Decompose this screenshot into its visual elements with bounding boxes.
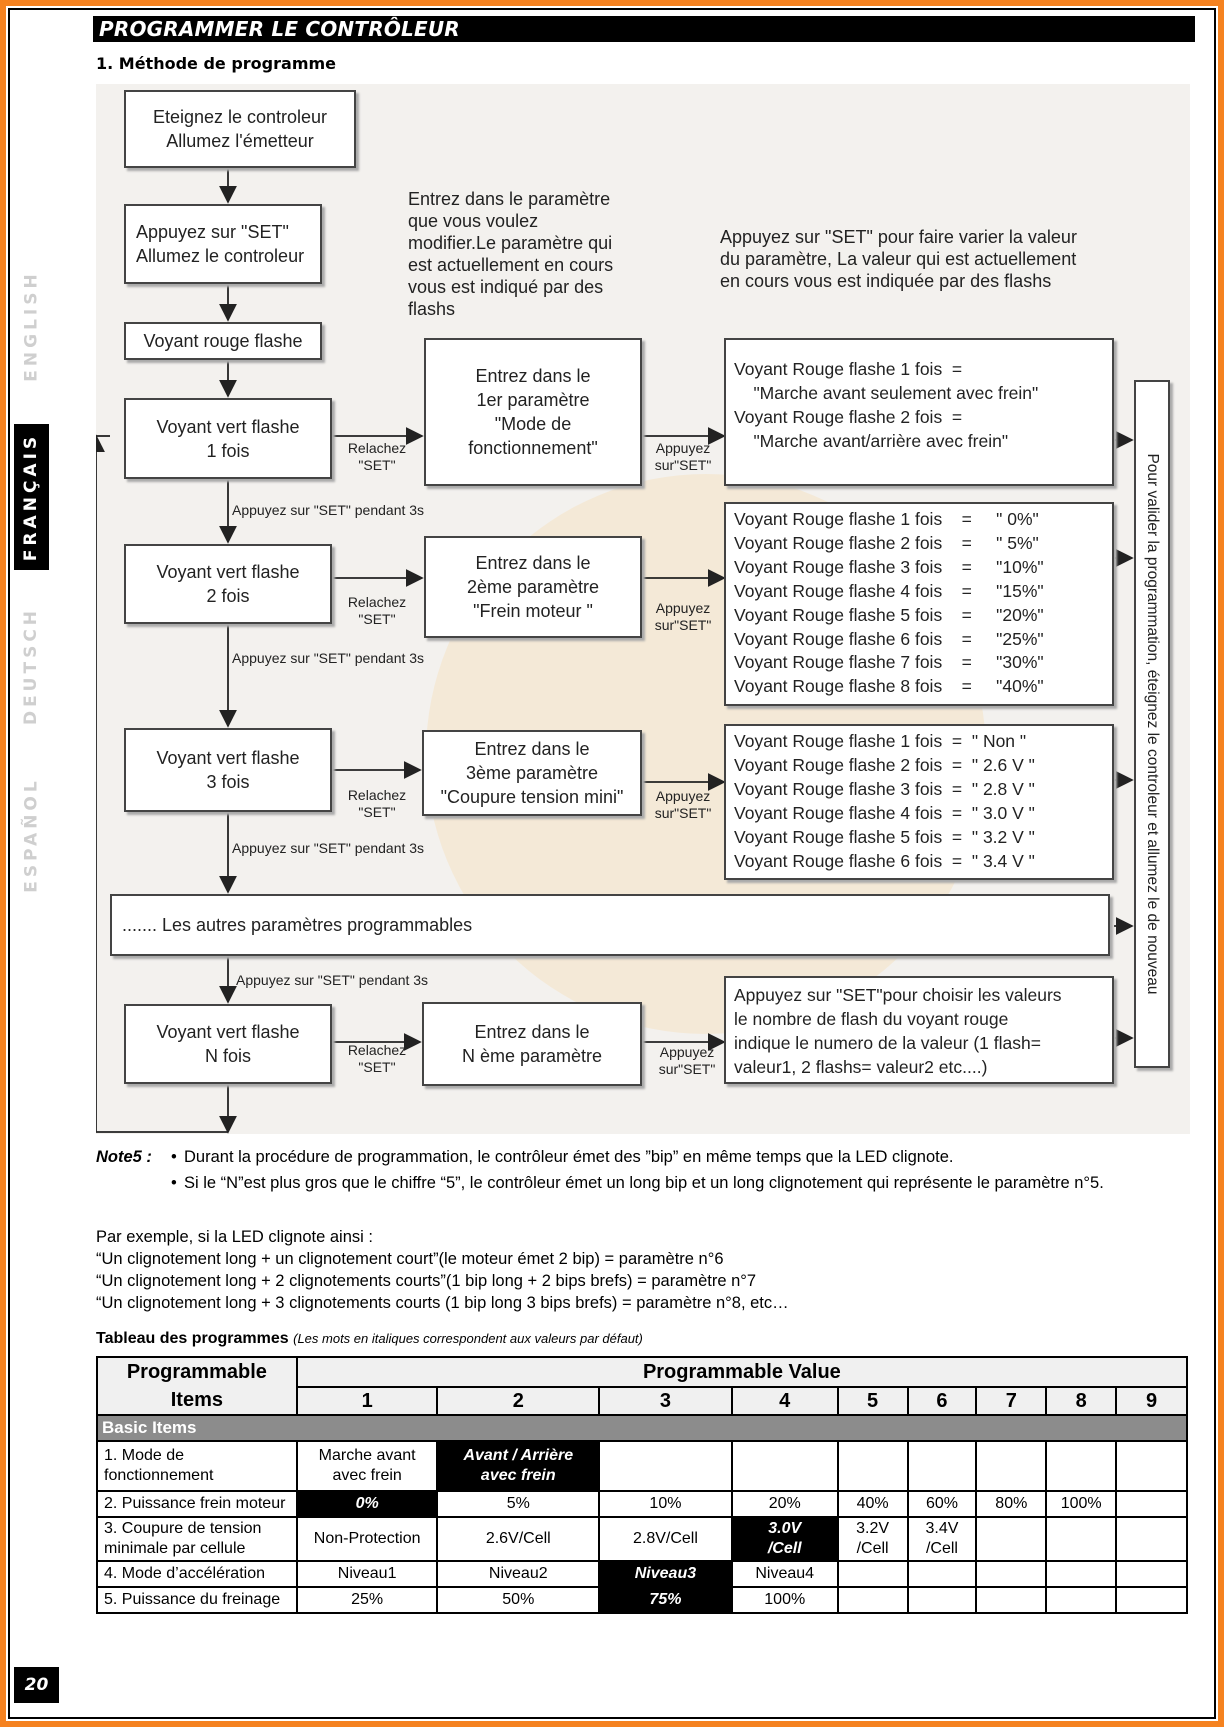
- group-label: Basic Items: [97, 1415, 1187, 1441]
- validate-bar: [1134, 380, 1170, 1068]
- value-cell: [599, 1441, 732, 1491]
- press-label-n: Appuyez sur"SET": [658, 1044, 716, 1077]
- release-label-n: Relachez "SET": [347, 1042, 407, 1075]
- value-cell: 3.2V /Cell: [838, 1517, 908, 1561]
- default-value-cell: 0%: [297, 1491, 438, 1517]
- value-line: Voyant Rouge flashe 2 fois =: [734, 406, 963, 427]
- table-body: [97, 1441, 1187, 1613]
- step-green-1: Voyant vert flashe 1 fois: [124, 398, 332, 479]
- value-cell: [1046, 1517, 1116, 1561]
- value-cell: [1116, 1441, 1187, 1491]
- table-row: [97, 1561, 1187, 1587]
- value-cell: Niveau1: [297, 1561, 438, 1587]
- value-cell: [1116, 1587, 1187, 1613]
- value-cell: [1046, 1441, 1116, 1491]
- value-line: le nombre de flash du voyant rouge: [734, 1008, 1009, 1029]
- header-items: Programmable Items: [97, 1357, 297, 1415]
- value-cell: [908, 1561, 977, 1587]
- enter-param-info: Entrez dans le paramètre que vous voulez modifier.Le paramètre qui est actuellement en cours vous est indiqué par des flashs: [408, 189, 614, 319]
- value-line: indique le numero de la valeur (1 flash=: [734, 1032, 1041, 1053]
- value-number: 3: [599, 1387, 732, 1415]
- release-label-3: Relachez "SET": [347, 787, 407, 820]
- set-value-info: Appuyez sur "SET" pour faire varier la valeur du paramètre, La valeur qui est actuellement en cours vous est indiquée par des flashs: [720, 227, 1077, 291]
- table-title-text: Tableau des programmes: [96, 1330, 289, 1347]
- step-red-flash: Voyant rouge flashe: [124, 322, 322, 360]
- example-line-2: “Un clignotement long + 2 clignotements courts”(1 bip long + 2 bips brefs) = paramètre n°7: [96, 1272, 757, 1290]
- tab-english[interactable]: [14, 252, 49, 400]
- example-intro: Par exemple, si la LED clignote ainsi :: [96, 1228, 373, 1246]
- step-green-n: Voyant vert flashe N fois: [124, 1004, 332, 1084]
- table-title: [96, 1330, 643, 1348]
- value-cell: 5%: [437, 1491, 599, 1517]
- value-line: Voyant Rouge flashe 3 fois = "10%": [734, 556, 1044, 577]
- tab-francais-label: FRANÇAIS: [21, 432, 42, 562]
- section-title: 1. Méthode de programme: [96, 54, 337, 73]
- value-cell: [838, 1561, 908, 1587]
- value-cell: 25%: [297, 1587, 438, 1613]
- hold-label-4: Appuyez sur "SET" pendant 3s: [236, 972, 429, 988]
- param-3-box: Entrez dans le 3ème paramètre "Coupure tension mini": [422, 730, 642, 816]
- value-cell: [838, 1587, 908, 1613]
- value-cell: 3.4V /Cell: [908, 1517, 977, 1561]
- table-row: [97, 1587, 1187, 1613]
- value-cell: 20%: [732, 1491, 838, 1517]
- value-line: Voyant Rouge flashe 7 fois = "30%": [734, 652, 1044, 673]
- value-number: 8: [1046, 1387, 1116, 1415]
- example-line-1: “Un clignotement long + un clignotement court”(le moteur émet 2 bip) = paramètre n°6: [96, 1250, 724, 1268]
- table-row: [97, 1517, 1187, 1561]
- page-number: 20: [14, 1667, 59, 1703]
- tab-francais[interactable]: [14, 424, 49, 570]
- hold-label-1: Appuyez sur "SET" pendant 3s: [232, 502, 425, 518]
- value-cell: [976, 1587, 1046, 1613]
- value-line: Voyant Rouge flashe 4 fois = "15%": [734, 580, 1044, 601]
- value-cell: 100%: [732, 1587, 838, 1613]
- header-values: Programmable Value: [297, 1357, 1187, 1387]
- row-item-label: 5. Puissance du freinage: [97, 1587, 297, 1613]
- value-cell: 100%: [1046, 1491, 1116, 1517]
- values-param-n: [724, 976, 1114, 1084]
- value-cell: Non-Protection: [297, 1517, 438, 1561]
- page-title: PROGRAMMER LE CONTRÔLEUR: [99, 17, 460, 41]
- value-cell: 2.6V/Cell: [437, 1517, 599, 1561]
- value-cell: [1116, 1491, 1187, 1517]
- default-value-cell: Niveau3: [599, 1561, 732, 1587]
- value-line: Voyant Rouge flashe 2 fois = " 5%": [734, 532, 1039, 553]
- param-n-box: Entrez dans le N ème paramètre: [422, 1002, 642, 1086]
- value-line: Voyant Rouge flashe 6 fois = " 3.4 V ": [734, 850, 1035, 871]
- default-value-cell: 3.0V /Cell: [732, 1517, 838, 1561]
- press-label-3: Appuyez sur"SET": [654, 788, 712, 821]
- value-cell: [732, 1441, 838, 1491]
- note-bullet-2: [171, 1172, 1191, 1195]
- note-bullet-2-text: Si le “N”est plus gros que le chiffre “5”, le contrôleur émet un long bip et un long clignotement qui représente le paramètre n°5.: [184, 1174, 1104, 1192]
- value-line: Voyant Rouge flashe 5 fois = " 3.2 V ": [734, 826, 1035, 847]
- value-number: 2: [437, 1387, 599, 1415]
- program-table: [96, 1356, 1188, 1614]
- tab-espanol-label: ESPAÑOL: [21, 777, 42, 893]
- page-title-bar: [93, 16, 1195, 42]
- table-subtitle: (Les mots en italiques correspondent aux valeurs par défaut): [293, 1331, 643, 1346]
- values-param-2: [724, 502, 1114, 706]
- param-2-box: Entrez dans le 2ème paramètre "Frein moteur ": [424, 536, 642, 638]
- param-1-box: Entrez dans le 1er paramètre "Mode de fonctionnement": [424, 338, 642, 486]
- value-cell: [976, 1441, 1046, 1491]
- value-line: Voyant Rouge flashe 3 fois = " 2.8 V ": [734, 778, 1035, 799]
- value-line: Appuyez sur "SET"pour choisir les valeurs: [734, 985, 1062, 1005]
- value-cell: 2.8V/Cell: [599, 1517, 732, 1561]
- value-line: Voyant Rouge flashe 6 fois = "25%": [734, 628, 1044, 649]
- example-line-3: “Un clignotement long + 3 clignotements courts (1 bip long 3 bips brefs) = paramètre n°8, etc…: [96, 1294, 789, 1312]
- step-other-params: ....... Les autres paramètres programmables: [110, 894, 1110, 956]
- hold-label-2: Appuyez sur "SET" pendant 3s: [232, 650, 425, 666]
- value-cell: [976, 1517, 1046, 1561]
- values-param-1: [724, 338, 1114, 486]
- programming-flowchart: [96, 84, 1190, 1134]
- group-row: [97, 1415, 1187, 1441]
- value-cell: Niveau2: [437, 1561, 599, 1587]
- value-cell: [1116, 1517, 1187, 1561]
- hold-label-3: Appuyez sur "SET" pendant 3s: [232, 840, 425, 856]
- row-item-label: 3. Coupure de tension minimale par cellule: [97, 1517, 297, 1561]
- value-cell: [1046, 1587, 1116, 1613]
- value-number: 4: [732, 1387, 838, 1415]
- value-number: 5: [838, 1387, 908, 1415]
- bullet-dot: •: [171, 1148, 177, 1166]
- validate-text: Pour valider la programmation, éteignez le controleur et allumez le de nouveau: [1144, 453, 1161, 995]
- value-number: 6: [908, 1387, 977, 1415]
- value-cell: 50%: [437, 1587, 599, 1613]
- value-cell: 80%: [976, 1491, 1046, 1517]
- step-green-2: Voyant vert flashe 2 fois: [124, 544, 332, 624]
- value-cell: [838, 1441, 908, 1491]
- press-label-1: Appuyez sur"SET": [654, 440, 712, 473]
- value-line: "Marche avant seulement avec frein": [734, 382, 1039, 403]
- table-row: [97, 1441, 1187, 1491]
- default-value-cell: Avant / Arrière avec frein: [437, 1441, 599, 1491]
- value-number: 7: [976, 1387, 1046, 1415]
- row-item-label: 1. Mode de fonctionnement: [97, 1441, 297, 1491]
- value-number: 1: [297, 1387, 438, 1415]
- row-item-label: 2. Puissance frein moteur: [97, 1491, 297, 1517]
- bullet-dot: •: [171, 1174, 177, 1192]
- value-cell: Niveau4: [732, 1561, 838, 1587]
- release-label-1: Relachez "SET": [347, 440, 407, 473]
- step-start: Eteignez le controleur Allumez l'émetteur: [124, 90, 356, 168]
- value-cell: 10%: [599, 1491, 732, 1517]
- default-value-cell: 75%: [599, 1587, 732, 1613]
- row-item-label: 4. Mode d’accélération: [97, 1561, 297, 1587]
- value-line: Voyant Rouge flashe 2 fois = " 2.6 V ": [734, 754, 1035, 775]
- step-set-on: Appuyez sur "SET" Allumez le controleur: [124, 204, 322, 284]
- tab-english-label: ENGLISH: [21, 270, 42, 382]
- value-cell: 40%: [838, 1491, 908, 1517]
- value-line: Voyant Rouge flashe 5 fois = "20%": [734, 604, 1044, 625]
- tab-deutsch[interactable]: [14, 593, 49, 739]
- note-bullet-1-text: Durant la procédure de programmation, le contrôleur émet des ”bip” en même temps que la LED clignote.: [184, 1148, 954, 1166]
- values-param-3: [724, 724, 1114, 880]
- value-line: Voyant Rouge flashe 1 fois = " 0%": [734, 509, 1039, 529]
- value-number: 9: [1116, 1387, 1187, 1415]
- value-line: Voyant Rouge flashe 1 fois =: [734, 359, 963, 379]
- value-cell: [908, 1587, 977, 1613]
- table-row: [97, 1491, 1187, 1517]
- step-green-3: Voyant vert flashe 3 fois: [124, 728, 332, 812]
- note-bullet-1: [171, 1146, 1191, 1169]
- note-label: Note5 :: [96, 1148, 152, 1166]
- release-label-2: Relachez "SET": [347, 594, 407, 627]
- value-line: Voyant Rouge flashe 4 fois = " 3.0 V ": [734, 802, 1035, 823]
- value-cell: [1046, 1561, 1116, 1587]
- tab-deutsch-label: DEUTSCH: [21, 606, 42, 726]
- value-cell: [1116, 1561, 1187, 1587]
- value-cell: 60%: [908, 1491, 977, 1517]
- press-label-2: Appuyez sur"SET": [654, 600, 712, 633]
- value-cell: Marche avant avec frein: [297, 1441, 438, 1491]
- value-line: valeur1, 2 flashs= valeur2 etc....): [734, 1056, 988, 1077]
- value-line: Voyant Rouge flashe 1 fois = " Non ": [734, 731, 1027, 751]
- value-line: Voyant Rouge flashe 8 fois = "40%": [734, 676, 1044, 697]
- value-line: "Marche avant/arrière avec frein": [734, 430, 1009, 451]
- value-cell: [976, 1561, 1046, 1587]
- value-cell: [908, 1441, 977, 1491]
- tab-espanol[interactable]: [14, 762, 49, 908]
